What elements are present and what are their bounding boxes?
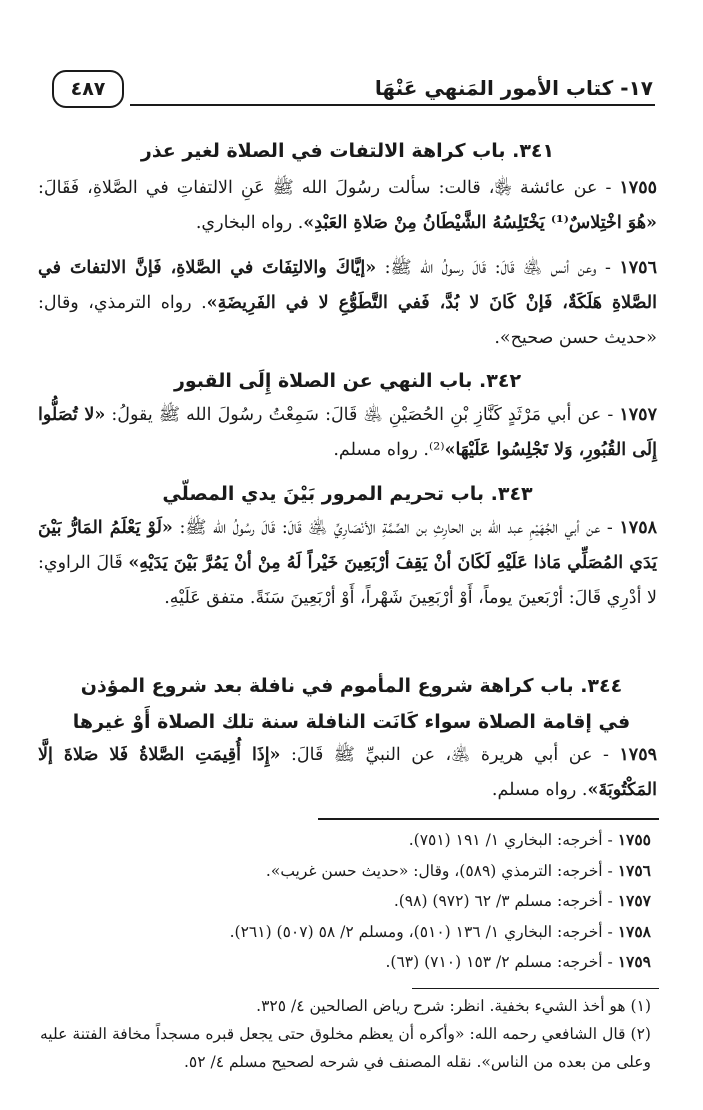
takhrij-number: ١٧٥٦ [617, 860, 651, 880]
hadith-quote: «إِذَا أُقِيمَتِ الصَّلاةُ فَلا صَلاةَ إلَّا المَكْتُوبَةَ» [38, 745, 657, 800]
hadith-text: عن أبي هريرة ﵁، عن النبيِّ ﷺ قَالَ: [291, 745, 593, 765]
section-heading: ٣٤٤. باب كراهة شروع المأموم في نافلة بعد شروع المؤذن في إقامة الصلاة سواء كَانَت النافلة سنة تلك الصلاة أَوْ غيرها [72, 675, 631, 733]
header-rule [130, 104, 655, 106]
hadith-source: ⁽²⁾. رواه مسلم. [333, 440, 445, 460]
takhrij-item: ١٧٥٩ - أخرجه: مسلم ٢/ ١٥٣ (٧١٠) (٦٣). [385, 952, 651, 971]
hadith-quote: «هُوَ اخْتِلاسٌ⁽¹⁾ يَخْتَلِسُهُ الشَّيْطَانُ مِنْ صَلاةِ العَبْدِ» [303, 213, 657, 233]
hadith-text: عن عائشة ﵂، قالت: سألت رسُولَ الله ﷺ عَنِ الالتفاتِ في الصَّلاةِ، فَقَالَ: [38, 178, 598, 198]
hadith-number: ١٧٥٧ [619, 405, 657, 425]
note-marker: (٢) [630, 1025, 651, 1043]
note-marker: (١) [630, 997, 651, 1015]
hadith-1758: ١٧٥٨ - عن أبي الجُهَيْمِ عبد الله بن الحارِثِ بن الصِّمَّةِ الأنْصَارِيِّ ﵁ قَالَ: قَالَ رسُولُ الله ﷺ: «لَوْ يَعْلَمُ المَارُّ بَيْنَ يَدَي المُصَلِّي مَاذا عَلَيْهِ لَكَانَ أنْ يَقِفَ أرْبَعِينَ خَيْراً لَهُ مِنْ أنْ يَمُرَّ بَيْنَ يَدَيْهِ» قَالَ الراوي: لا أدْرِي قَالَ: أرْبَعينَ يوماً، أَوْ أرْبَعِينَ شَهْراً، أَوْ أرْبَعِينَ سَنَةً. متفق عَلَيْهِ. [38, 518, 657, 608]
hadith-number: ١٧٥٩ [619, 745, 657, 765]
takhrij-number: ١٧٥٥ [617, 830, 651, 849]
takhrij-text: أخرجه: البخاري ١/ ١٣٦ (٥١٠)، ومسلم ٢/ ٥٨ (٥٠٧) (٢٦١). [229, 922, 603, 941]
footnote-rule [318, 818, 659, 820]
takhrij-item: ١٧٥٦ - أخرجه: الترمذي (٥٨٩)، وقال: «حديث حسن غريب». [265, 860, 651, 880]
hadith-source: . رواه مسلم. [491, 780, 588, 800]
takhrij-text: أخرجه: الترمذي (٥٨٩)، وقال: «حديث حسن غريب». [265, 861, 603, 880]
hadith-number: ١٧٥٦ [619, 258, 657, 278]
hadith-1756: ١٧٥٦ - وعن أنس ﵁ قَالَ: قَالَ رسولُ الله ﷺ: «إيَّاكَ والالتِفَاتَ في الصَّلاةِ، فَإنَّ الالتفاتَ في الصَّلاةِ هَلَكَةٌ، فَإنْ كَانَ لا بُدَّ، فَفي التَّطَوُّعِ لا في الفَرِيضَةِ». رواه الترمذي، وقال: «حديث حسن صحيح». [38, 258, 657, 348]
section-heading: ٣٤٢. باب النهي عن الصلاة إِلَى القبور [173, 370, 522, 392]
section-342 [38, 370, 657, 392]
takhrij-item: ١٧٥٧ - أخرجه: مسلم ٣/ ٦٢ (٩٧٢) (٩٨). [393, 891, 651, 910]
takhrij-number: ١٧٥٨ [617, 921, 651, 941]
section-heading: ٣٤٣. باب تحريم المرور بَيْنَ يدي المصلّي [162, 483, 533, 505]
hadith-number: ١٧٥٨ [619, 518, 657, 538]
section-344 [70, 668, 633, 740]
hadith-text: عن أبي مَرْثَدٍ كَنَّازِ بْنِ الحُصَيْنِ ﵁ قَالَ: سَمِعْتُ رسُولَ الله ﷺ يقولُ: [111, 405, 602, 425]
hadith-source: . رواه البخاري. [195, 213, 304, 233]
running-title: ١٧- كتاب الأمور المَنهي عَنْهَا [374, 76, 653, 100]
notes-rule [412, 988, 659, 989]
hadith-source: . رواه الترمذي، وقال: «حديث حسن صحيح». [38, 293, 657, 348]
hadith-quote: «إيَّاكَ والالتِفَاتَ في الصَّلاةِ، فَإنَّ الالتفاتَ في الصَّلاةِ هَلَكَةٌ، فَإنْ كَانَ لا بُدَّ، فَفي التَّطَوُّعِ لا في الفَرِيضَةِ» [38, 258, 657, 313]
takhrij-item: ١٧٥٥ - أخرجه: البخاري ١/ ١٩١ (٧٥١). [408, 830, 651, 849]
hadith-text: عن أبي الجُهَيْمِ عبد الله بن الحارِثِ بن الصِّمَّةِ الأنْصَارِيِّ ﵁ قَالَ: قَالَ رسُولُ الله ﷺ: [179, 518, 601, 538]
note-2 [40, 1020, 651, 1076]
section-heading: ٣٤١. باب كراهة الالتفات في الصلاة لغير عذر [140, 140, 555, 162]
takhrij-text: أخرجه: مسلم ٢/ ١٥٣ (٧١٠) (٦٣). [385, 953, 603, 971]
hadith-quote: «لا تُصَلُّوا إِلَى القُبُورِ، وَلا تَجْلِسُوا عَلَيْهَا» [38, 405, 657, 460]
takhrij-item: ١٧٥٨ - أخرجه: البخاري ١/ ١٣٦ (٥١٠)، ومسلم ٢/ ٥٨ (٥٠٧) (٢٦١). [229, 921, 651, 941]
section-341 [38, 140, 657, 162]
hadith-number: ١٧٥٥ [619, 178, 657, 198]
note-1 [40, 992, 651, 1020]
note-text: قال الشافعي رحمه الله: «وأكره أن يعظم مخلوق حتى يجعل قبره مسجداً مخافة الفتنة عليه وعلى من بعده من الناس». نقله المصنف في شرحه لصحيح مسلم ٤/ ٥٢. [40, 1025, 651, 1071]
takhrij-number: ١٧٥٧ [617, 891, 651, 910]
page-number: ٤٨٧ [52, 70, 124, 108]
takhrij-list [40, 825, 651, 978]
hadith-1757: ١٧٥٧ - عن أبي مَرْثَدٍ كَنَّازِ بْنِ الحُصَيْنِ ﵁ قَالَ: سَمِعْتُ رسُولَ الله ﷺ يقولُ: «لا تُصَلُّوا إِلَى القُبُورِ، وَلا تَجْلِسُوا عَلَيْهَا»⁽²⁾. رواه مسلم. [38, 405, 657, 460]
hadith-1759: ١٧٥٩ - عن أبي هريرة ﵁، عن النبيِّ ﷺ قَالَ: «إِذَا أُقِيمَتِ الصَّلاةُ فَلا صَلاةَ إلَّا المَكْتُوبَةَ». رواه مسلم. [38, 745, 657, 800]
takhrij-text: أخرجه: البخاري ١/ ١٩١ (٧٥١). [408, 831, 603, 849]
section-343 [38, 483, 657, 505]
hadith-source: قَالَ الراوي: لا أدْرِي قَالَ: أرْبَعينَ يوماً، أَوْ أرْبَعِينَ شَهْراً، أَوْ أرْبَعِينَ سَنَةً. متفق عَلَيْهِ. [38, 553, 657, 608]
takhrij-number: ١٧٥٩ [617, 952, 651, 971]
note-text: هو أخذ الشيء بخفية. انظر: شرح رياض الصالحين ٤/ ٣٢٥. [256, 997, 626, 1015]
hadith-text: وعن أنس ﵁ قَالَ: قَالَ رسولُ الله ﷺ: [384, 258, 597, 278]
takhrij-text: أخرجه: مسلم ٣/ ٦٢ (٩٧٢) (٩٨). [393, 892, 603, 910]
hadith-quote: «لَوْ يَعْلَمُ المَارُّ بَيْنَ يَدَي المُصَلِّي مَاذا عَلَيْهِ لَكَانَ أنْ يَقِفَ أرْبَعِينَ خَيْراً لَهُ مِنْ أنْ يَمُرَّ بَيْنَ يَدَيْهِ» [38, 518, 657, 573]
hadith-1755: ١٧٥٥ - عن عائشة ﵂، قالت: سألت رسُولَ الله ﷺ عَنِ الالتفاتِ في الصَّلاةِ، فَقَالَ: «هُوَ اخْتِلاسٌ⁽¹⁾ يَخْتَلِسُهُ الشَّيْطَانُ مِنْ صَلاةِ العَبْدِ». رواه البخاري. [38, 178, 657, 233]
